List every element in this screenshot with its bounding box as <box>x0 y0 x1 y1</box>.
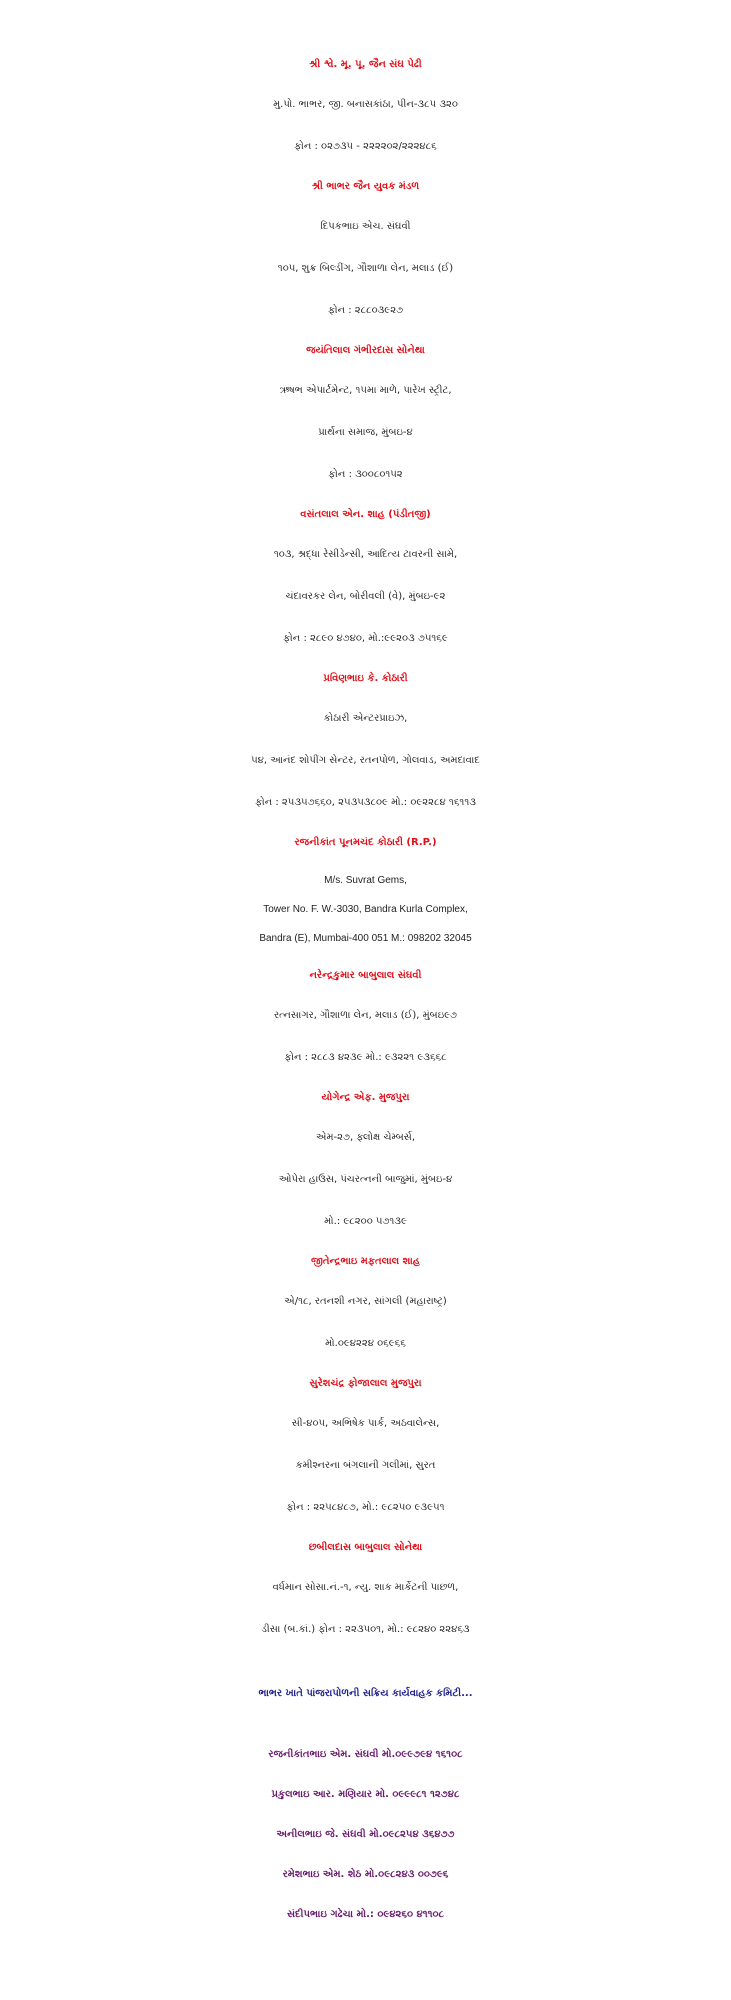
contact-entry <box>0 824 731 957</box>
contact-details <box>0 1403 731 1529</box>
contact-detail-line: ફોન : ૨૮૮૦૩૯૨૭ <box>327 305 404 316</box>
contact-detail-line: ૫૪, આનંદ શોપીંગ સેન્ટર, રતનપોળ, ગોલવાડ, અમદાવાદ <box>251 755 480 766</box>
contact-details <box>0 84 731 168</box>
contact-detail-line: એ/૧૮, રતનશી નગર, સાંગલી (મહારાષ્ટ્ર) <box>284 1296 447 1307</box>
contact-detail-line: ઋષભ એપાર્ટમેન્ટ, ૧૫મા માળે, પારેખ સ્ટ્રીટ, <box>279 385 452 396</box>
contact-detail-line: ફોન : ૩૦૦૮૦૧૫૨ <box>328 469 403 480</box>
contact-detail-line: દિપકભાઇ એચ. સંઘવી <box>320 221 411 232</box>
contact-name: છબીલદાસ બાબુલાલ સોનેથા <box>308 1542 423 1553</box>
contact-detail-line: વર્ધમાન સોસા.નં.-૧, ન્યુ. શાક માર્કેટની પાછળ, <box>272 1582 459 1593</box>
contact-name: રજનીકાંત પૂનમચંદ કોઠારી (R.P.) <box>294 837 437 848</box>
contact-name: શ્રી ભાભર જૈન યુવક મંડળ <box>311 181 420 192</box>
contact-details <box>0 206 731 332</box>
contact-name: નરેન્દ્રકુમાર બાબુલાલ સંઘવી <box>309 970 422 981</box>
contact-detail-line: કોઠારી એન્ટરપ્રાઇઝ, <box>323 713 408 724</box>
committee-member: રજનીકાંતભાઇ એમ. સંઘવી મો.૦૯૯૭૯૪ ૧૬૧૦૮ <box>268 1749 463 1760</box>
contact-list <box>0 46 731 1651</box>
committee-member: અનીલભાઇ જે. સંઘવી મો.૦૯૮૨૫૪ ૩૬૪૭૭ <box>276 1829 455 1840</box>
contact-detail-line: મો.૦૯૪૨૨૪ ૦૬૯૬૬ <box>325 1338 406 1349</box>
committee-member: રમેશભાઇ એમ. શેઠ મો.૦૯૮૨૪૩ ૦૦૭૯૬ <box>282 1869 449 1880</box>
contact-detail-line: ફોન : ૦૨૭૩૫ - ૨૨૨૨૦૨/૨૨૨૪૮૬ <box>294 141 437 152</box>
contact-name: સુરેશચંદ્ર ફોજાલાલ મુજપુરા <box>309 1378 422 1389</box>
contact-detail-line: એમ-૨૭, ફ્લોક્ષ ચેમ્બર્સ, <box>315 1132 416 1143</box>
contact-detail-line: M/s. Suvrat Gems, <box>324 875 407 886</box>
contact-detail-line: ડીસા (બ.કાં.) ફોન : ૨૨૩૫૦૧, મો.: ૯૮૨૪૦ ૨૨૪૬૩ <box>261 1624 470 1635</box>
contact-name: જયંતિલાલ ગંભીરદાસ સોનેથા <box>306 345 425 356</box>
contact-name: વસંતલાલ એન. શાહ (પંડીતજી) <box>300 509 431 520</box>
contact-details <box>0 1281 731 1365</box>
contact-entry <box>0 957 731 1079</box>
contact-detail-line: ફોન : ૨૮૯૦ ૪૭૪૦, મો.:૯૯૨૦૩ ૭૫૧૬૯ <box>283 633 448 644</box>
contact-detail-line: ફોન : ૨૮૮૩ ૪૨૩૯ મો.: ૯૩૨૨૧ ૯૩૬૬૮ <box>284 1052 447 1063</box>
contact-entry <box>0 46 731 168</box>
contact-entry <box>0 1529 731 1651</box>
contact-entry <box>0 660 731 824</box>
committee-member: પ્રકુલભાઇ આર. મણિયાર મો. ૦૯૯૯૮૧ ૧૨૭૪૮ <box>271 1789 460 1800</box>
contact-detail-line: મો.: ૯૮૨૦૦ ૫૭૧૩૯ <box>324 1216 407 1227</box>
committee-heading: ભાભર ખાતે પાંજરાપોળની સક્રિય કાર્યવાહક કમિટી... <box>258 1688 473 1699</box>
contact-detail-line: ચંદાવરકર લેન, બોરીવલી (વે), મુંબઇ-૯૨ <box>285 591 446 602</box>
contact-name: જીતેન્દ્રભાઇ મફતલાલ શાહ <box>311 1256 420 1267</box>
contact-entry <box>0 332 731 496</box>
contact-name: પ્રવિણભાઇ કે. કોઠારી <box>323 673 408 684</box>
contact-detail-line: Bandra (E), Mumbai-400 051 M.: 098202 32045 <box>259 933 472 944</box>
committee-member: સંદીપભાઇ ગઢેચા મો.: ૦૯૪૨૬૦ ૪૧૧૦૮ <box>286 1909 445 1920</box>
contact-detail-line: કમીશ્નરના બંગલાની ગલીમાં, સુરત <box>295 1460 436 1471</box>
contact-detail-line: Tower No. F. W.-3030, Bandra Kurla Complex, <box>263 904 468 915</box>
contact-details <box>0 1567 731 1651</box>
contact-name: યોગેન્દ્ર એફ. મુજપુરા <box>321 1092 410 1103</box>
contact-details <box>0 862 731 957</box>
contact-name: શ્રી શ્વે. મૂ. પૂ. જૈન સંઘ પેઢી <box>309 59 422 70</box>
contact-entry <box>0 496 731 660</box>
contact-entry <box>0 168 731 332</box>
contact-details <box>0 995 731 1079</box>
contact-entry <box>0 1365 731 1529</box>
committee-member-list <box>0 1735 731 1935</box>
contact-detail-line: સી-૪૦૫, અભિષેક પાર્ક, અઠવાલેન્સ, <box>291 1418 440 1429</box>
contact-detail-line: ફોન : ૨૫૩૫૭૬૬૦, ૨૫૩૫૩૮૦૯ મો.: ૦૯૨૨૮૪ ૧૬૧૧૩ <box>255 797 476 808</box>
contact-detail-line: ૧૦૫, શુક્ર બિલ્ડીંગ, ગૌશાળા લેન, મલાડ (ઈ) <box>277 263 454 274</box>
contact-entry <box>0 1079 731 1243</box>
contact-entry <box>0 1243 731 1365</box>
contact-detail-line: પ્રાર્થના સમાજ, મુંબઇ-૪ <box>318 427 413 438</box>
contact-detail-line: મુ.પો. ભાભર, જી. બનાસકાંઠા, પીન-૩૮૫ ૩૨૦ <box>273 99 458 110</box>
contact-details <box>0 698 731 824</box>
contact-detail-line: ૧૦૩, શ્રદ્ધા રેસીડેન્સી, આદિત્ય ટાવરની સામે, <box>273 549 458 560</box>
contact-detail-line: ઓપેરા હાઉસ, પંચરત્નની બાજુમાં, મુંબઇ-૪ <box>278 1174 453 1185</box>
contact-details <box>0 1117 731 1243</box>
contact-detail-line: રત્નસાગર, ગૌશાળા લેન, મલાડ (ઈ), મુંબઇ૯૭ <box>273 1010 457 1021</box>
contact-details <box>0 534 731 660</box>
contact-detail-line: ફોન : ૨૨૫૮૪૮૭, મો.: ૯૮૨૫૦ ૯૩૯૫૧ <box>286 1502 445 1513</box>
contact-details <box>0 370 731 496</box>
